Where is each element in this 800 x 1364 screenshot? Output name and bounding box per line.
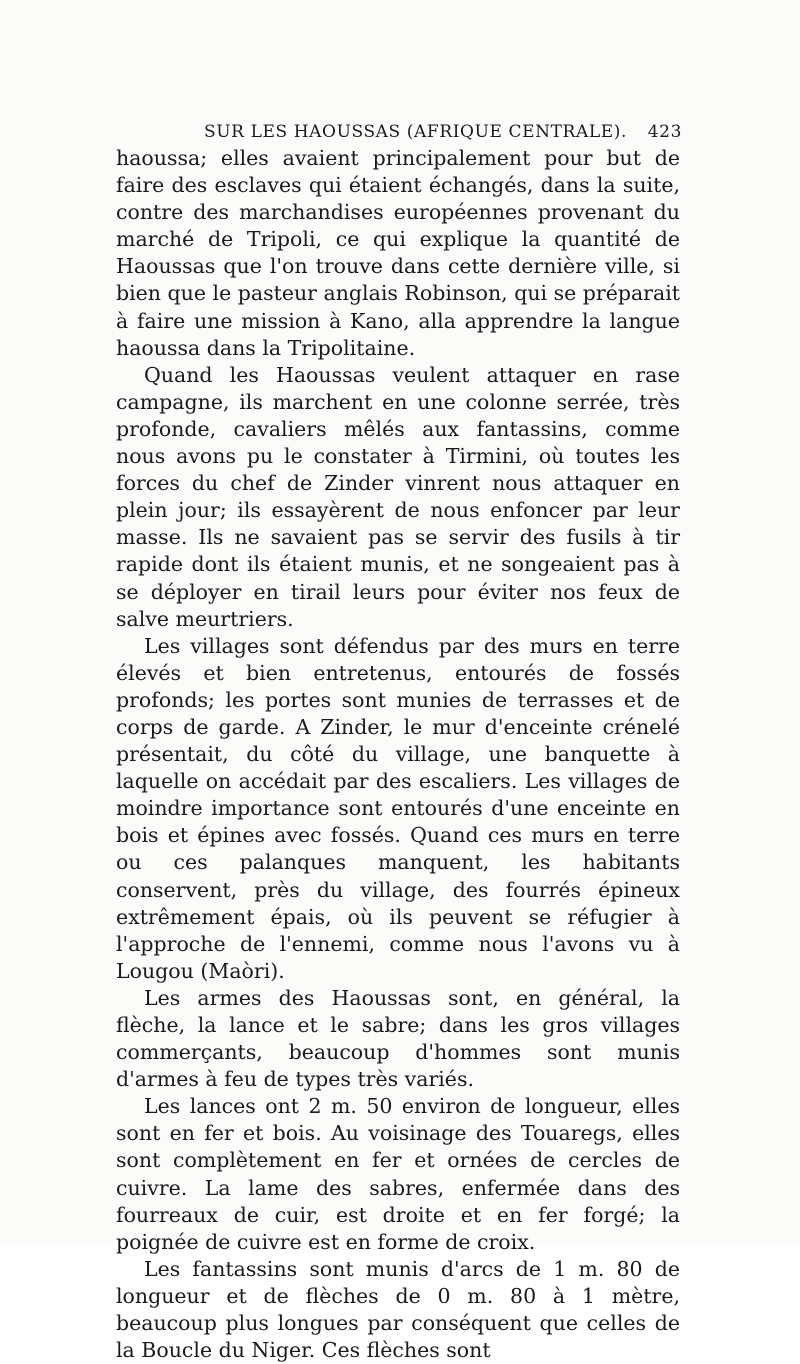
running-head	[112, 122, 682, 146]
body-text	[116, 145, 680, 1364]
paragraph-village-defenses: Les villages sont défendus par des murs en terre élevés et bien entretenus, entourés de fossés profonds; les portes sont munies de terrasses et de corps de garde. A Zinder, le mur d'enceinte crénelé présentait, du côté du village, une banquette à laquelle on accédait par des escaliers. Les villages de moindre importance sont entourés d'une enceinte en bois et épines avec fossés. Quand ces murs en terre ou ces palanques manquent, les habitants conservent, près du village, des fourrés épineux extrêmement épais, où ils peuvent se réfugier à l'approche de l'ennemi, comme nous l'avons vu à Lougou (Maòri).	[116, 633, 680, 983]
running-title: SUR LES HAOUSSAS (AFRIQUE CENTRALE).	[204, 122, 627, 142]
paragraph-weapons: Les armes des Haoussas sont, en général, la flèche, la lance et le sabre; dans les gros villages commerçants, beaucoup d'hommes sont munis d'armes à feu de types très variés.	[116, 985, 680, 1092]
paragraph-lances-sabres: Les lances ont 2 m. 50 environ de longueur, elles sont en fer et bois. Au voisinage des Touaregs, elles sont complètement en fer et ornées de cercles de cuivre. La lame des sabres, enfermée dans des fourreaux de cuir, est droite et en fer forgé; la poignée de cuivre est en forme de croix.	[116, 1094, 680, 1254]
page-number: 423	[647, 122, 682, 142]
paragraph-attack-tactics: Quand les Haoussas veulent attaquer en rase campagne, ils marchent en une colonne serrée, très profonde, cavaliers mêlés aux fantassins, comme nous avons pu le constater à Tirmini, où toutes les forces du chef de Zinder vinrent nous attaquer en plein jour; ils essayèrent de nous enfoncer par leur masse. Ils ne savaient pas se servir des fusils à tir rapide dont ils étaient munis, et ne songeaient pas à se déployer en tirail leurs pour éviter nos feux de salve meurtriers.	[116, 362, 680, 631]
paragraph-bows-arrows: Les fantassins sont munis d'arcs de 1 m. 80 de longueur et de flèches de 0 m. 80 à 1 mètre, beaucoup plus longues par conséquent que celles de la Boucle du Niger. Ces flèches sont	[116, 1256, 680, 1363]
paragraph-continuation: haoussa; elles avaient principalement pour but de faire des esclaves qui étaient échangés, dans la suite, contre des marchandises européennes provenant du marché de Tripoli, ce qui explique la quantité de Haoussas que l'on trouve dans cette dernière ville, si bien que le pasteur anglais Robinson, qui se préparait à faire une mission à Kano, alla apprendre la langue haoussa dans la Tripolitaine.	[116, 146, 680, 360]
